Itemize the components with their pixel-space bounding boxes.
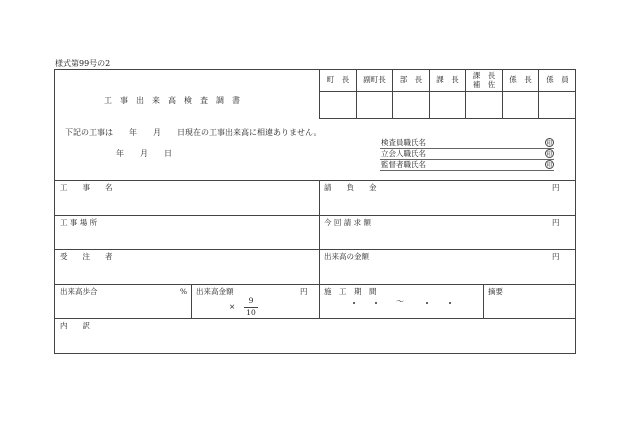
construction-period-label: 施 工 期 間	[324, 287, 377, 296]
progress-amount-label: 出来高の金額	[324, 252, 369, 261]
current-claim-field[interactable]	[320, 229, 575, 248]
fraction-numerator: 9	[248, 296, 254, 305]
construction-name-field[interactable]	[55, 194, 318, 214]
supervisor-seal: 印	[546, 162, 553, 169]
current-claim-label: 今 回 請 求 額	[324, 218, 372, 227]
stamp-header-mayor: 町 長	[326, 75, 350, 84]
breakdown-field[interactable]	[55, 332, 575, 353]
progress-value-label: 出来高金額	[196, 287, 234, 296]
progress-amount-yen: 円	[552, 252, 560, 261]
witness-label: 立会人職氏名	[381, 149, 426, 158]
supervisor-label: 監督者職氏名	[381, 160, 426, 169]
stamp-box-subsection-chief[interactable]	[503, 92, 538, 117]
stamp-box-deputy-mayor[interactable]	[357, 92, 392, 117]
progress-value-yen: 円	[300, 287, 308, 296]
construction-name-label: 工 事 名	[60, 183, 113, 192]
progress-rate-percent: %	[180, 287, 188, 296]
construction-site-field[interactable]	[55, 229, 318, 248]
form-number: 様式第99号の2	[55, 59, 111, 68]
construction-site-label: 工 事 場 所	[60, 218, 98, 227]
statement-text: 下記の工事は 年 月 日現在の工事出来高に相違ありません。	[65, 128, 322, 137]
contractor-field[interactable]	[55, 263, 318, 283]
multiply-sign: ×	[229, 302, 236, 311]
contract-amount-label: 請 負 金	[324, 183, 377, 192]
contract-amount-field[interactable]	[320, 194, 575, 214]
document-title: 工 事 出 来 高 検 査 調 書	[104, 96, 240, 105]
stamp-box-assistant-chief[interactable]	[466, 92, 502, 117]
progress-amount-field[interactable]	[320, 263, 575, 283]
inspector-label: 検査員職氏名	[381, 138, 426, 147]
date-line[interactable]: 年 月 日	[116, 149, 172, 158]
stamp-header-section-chief: 課 長	[436, 75, 459, 84]
contract-amount-yen: 円	[552, 183, 560, 192]
remarks-field[interactable]	[484, 298, 575, 317]
breakdown-label: 内 訳	[60, 321, 90, 330]
stamp-box-section-chief[interactable]	[430, 92, 465, 117]
inspector-seal: 印	[546, 140, 553, 147]
stamp-header-director: 部 長	[399, 75, 423, 84]
stamp-header-deputy-mayor: 副町長	[363, 75, 386, 84]
progress-rate-label: 出来高歩合	[60, 287, 98, 296]
witness-seal: 印	[546, 151, 553, 158]
remarks-label: 摘要	[488, 287, 503, 296]
stamp-box-staff[interactable]	[539, 92, 576, 117]
fraction-denominator: 10	[246, 308, 256, 317]
progress-rate-field[interactable]	[55, 298, 190, 317]
period-separator: ～	[396, 297, 404, 306]
stamp-box-mayor[interactable]	[320, 92, 356, 117]
contractor-label: 受 注 者	[60, 252, 113, 261]
current-claim-yen: 円	[552, 218, 560, 227]
stamp-header-staff: 係 員	[546, 75, 569, 84]
stamp-header-subsection-chief: 係 長	[509, 75, 532, 84]
stamp-header-assistant-chief: 課 長 補 佐	[472, 71, 496, 89]
stamp-box-director[interactable]	[393, 92, 429, 117]
